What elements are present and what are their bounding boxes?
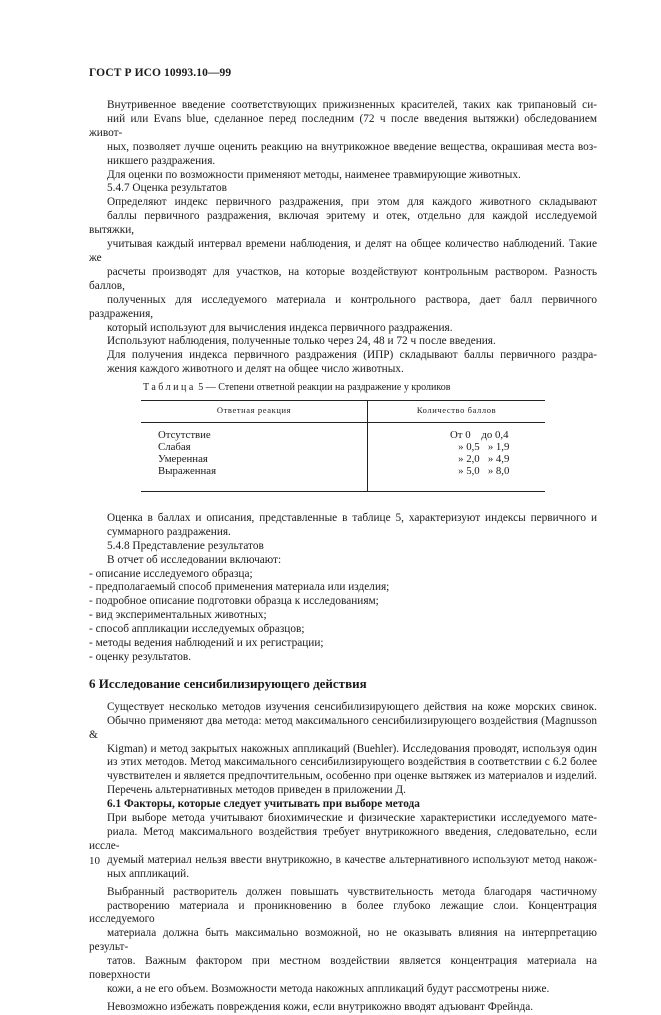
text-line: жения каждого животного и делят на общее число животных. [107, 363, 404, 376]
score-from: » 2,0 [458, 452, 480, 465]
caption-label: Таблица [143, 382, 196, 394]
paragraph-index [89, 196, 597, 335]
text-line: татов. Важным фактором при местном воздействии является концентрация материала на поверхности [89, 955, 597, 982]
reaction-cell: Умеренная [141, 453, 368, 465]
list-item: - способ аппликации исследуемых образцов; [89, 623, 305, 636]
page-number: 10 [89, 855, 100, 867]
text-line: ных аппликаций. [107, 867, 190, 880]
text-line: баллы первичного раздражения, включая эритему и отек, отдельно для каждой исследуемой вытяжки, [89, 210, 597, 237]
text-line: риала. Метод максимального воздействия требует внутрикожного введения, следовательно, если иссле- [89, 825, 597, 852]
section-5-4-7: 5.4.7 Оценка результатов [107, 182, 227, 195]
text-line: чувствителен и является предпочтительным, особенно при оценке вытяжек из материалов и изделий. [107, 770, 597, 783]
text-line: расчеты производят для участков, на которые воздействуют контрольным раствором. Разность баллов, [89, 265, 597, 292]
text-line: Внутривенное введение соответствующих прижизненных красителей, таких как трипановый си- [107, 99, 597, 111]
text-line: дуемый материал нельзя ввести внутрикожно, в качестве альтернативного используют метод накож- [107, 853, 597, 866]
text-line: полученных для исследуемого материала и контрольного раствора, дает балл первичного раздражения, [89, 293, 597, 320]
paragraph-assessment [89, 512, 597, 540]
caption-text: 5 — Степени ответной реакции на раздражение у кроликов [195, 382, 451, 394]
paragraph-report: В отчет об исследовании включают: [107, 553, 282, 566]
score-cell [368, 422, 546, 441]
paragraph-adjuvant: Невозможно избежать повреждения кожи, если внутрикожно вводят адъювант Фрейнда. [107, 1000, 534, 1013]
paragraph-solvent [89, 886, 597, 997]
text-line: Выбранный растворитель должен повышать чувствительность метода благодаря частичному [107, 885, 597, 898]
text-line: Для получения индекса первичного раздражения (ИПР) складывают баллы первичного раздра- [107, 349, 597, 362]
reaction-cell: Отсутствие [141, 422, 368, 441]
table-header-row [141, 401, 545, 423]
score-to: до 0,4 [481, 428, 509, 441]
text-line: Обычно применяют два метода: метод максимального сенсибилизирующего воздействия (Magnusson & [89, 714, 597, 741]
paragraph-choice [89, 812, 597, 882]
score-cell [368, 465, 546, 492]
list-item: - вид экспериментальных животных; [89, 609, 267, 622]
table-row [141, 422, 545, 441]
text-line: кожи, а не его объем. Возможности метода накожных аппликаций будут рассмотрены ниже. [107, 982, 550, 995]
table-row [141, 465, 545, 492]
text-line: ных, позволяет лучше оценить реакцию на внутрикожное введение вещества, окрашивая места воз- [107, 140, 597, 153]
text-line: Определяют индекс первичного раздражения, при этом для каждого животного складывают [107, 196, 597, 209]
column-header-reaction: Ответная реакция [141, 401, 368, 423]
text-line: ний или Evans blue, сделанное перед последним (72 ч после введения вытяжки) обследованием живот- [89, 112, 597, 139]
standard-header: ГОСТ Р ИСО 10993.10—99 [89, 67, 232, 79]
section-5-4-8: 5.4.8 Представление результатов [107, 539, 264, 552]
score-from: От 0 [450, 428, 471, 441]
score-from: » 5,0 [458, 464, 480, 477]
paragraph-methods: Для оценки по возможности применяют методы, наименее травмирующие животных. [107, 168, 521, 181]
table-row [141, 441, 545, 453]
reaction-cell: Выраженная [141, 465, 368, 492]
text-line: материала должна быть максимально возможной, но не оказывать влияния на интерпретацию результ- [89, 927, 597, 954]
text-line: суммарного раздражения. [107, 525, 231, 538]
list-item: - предполагаемый способ применения материала или изделия; [89, 581, 390, 594]
list-item: - подробное описание подготовки образца к исследованиям; [89, 595, 379, 608]
page-body [89, 99, 597, 1015]
score-to: » 4,9 [487, 452, 510, 465]
paragraph-ipr [89, 349, 597, 377]
table-row [141, 453, 545, 465]
section-6-1-heading: 6.1 Факторы, которые следует учитывать при выборе метода [107, 798, 420, 811]
report-list [89, 568, 597, 665]
paragraph-observations: Используют наблюдения, полученные только через 24, 48 и 72 ч после введения. [107, 335, 496, 348]
reaction-cell: Слабая [141, 441, 368, 453]
score-to: » 8,0 [487, 464, 510, 477]
paragraph-sensitization [89, 701, 597, 798]
text-line: который используют для вычисления индекса первичного раздражения. [107, 321, 453, 334]
column-header-score: Количество баллов [368, 401, 546, 423]
text-line: Kigman) и метод закрытых накожных аппликаций (Buehler). Исследования проводят, используя один [107, 742, 597, 755]
section-6-heading: 6 Исследование сенсибилизирующего действия [89, 675, 367, 691]
score-from: » 0,5 [458, 440, 480, 453]
text-line: растворению материала и проникновению в более глубоко лежащие слои. Концентрация исследуемого [89, 899, 597, 926]
text-line: Перечень альтернативных методов приведен в приложении Д. [107, 784, 406, 797]
score-cell [368, 441, 546, 453]
list-item: - оценку результатов. [89, 651, 192, 663]
score-to: » 1,9 [487, 440, 510, 453]
score-cell [368, 453, 546, 465]
text-line: Оценка в баллах и описания, представленные в таблице 5, характеризуют индексы первичного и [107, 511, 597, 524]
text-line: никшего раздражения. [107, 154, 216, 167]
table-5-caption [143, 381, 597, 395]
text-line: учитывая каждый интервал времени наблюдения, и делят на общее количество наблюдений. Такие же [89, 238, 597, 264]
text-line: Существует несколько методов изучения сенсибилизирующего действия на коже морских свинок. [107, 700, 597, 713]
text-line: из этих методов. Метод максимального сенсибилизирующего воздействия в соответствии с 6.2 более [107, 756, 597, 769]
table-5 [141, 400, 545, 492]
list-item: - методы ведения наблюдений и их регистрации; [89, 637, 324, 650]
paragraph-dyes [89, 99, 597, 169]
list-item: - описание исследуемого образца; [89, 567, 253, 580]
text-line: При выборе метода учитывают биохимические и физические характеристики исследуемого мате- [107, 812, 597, 825]
